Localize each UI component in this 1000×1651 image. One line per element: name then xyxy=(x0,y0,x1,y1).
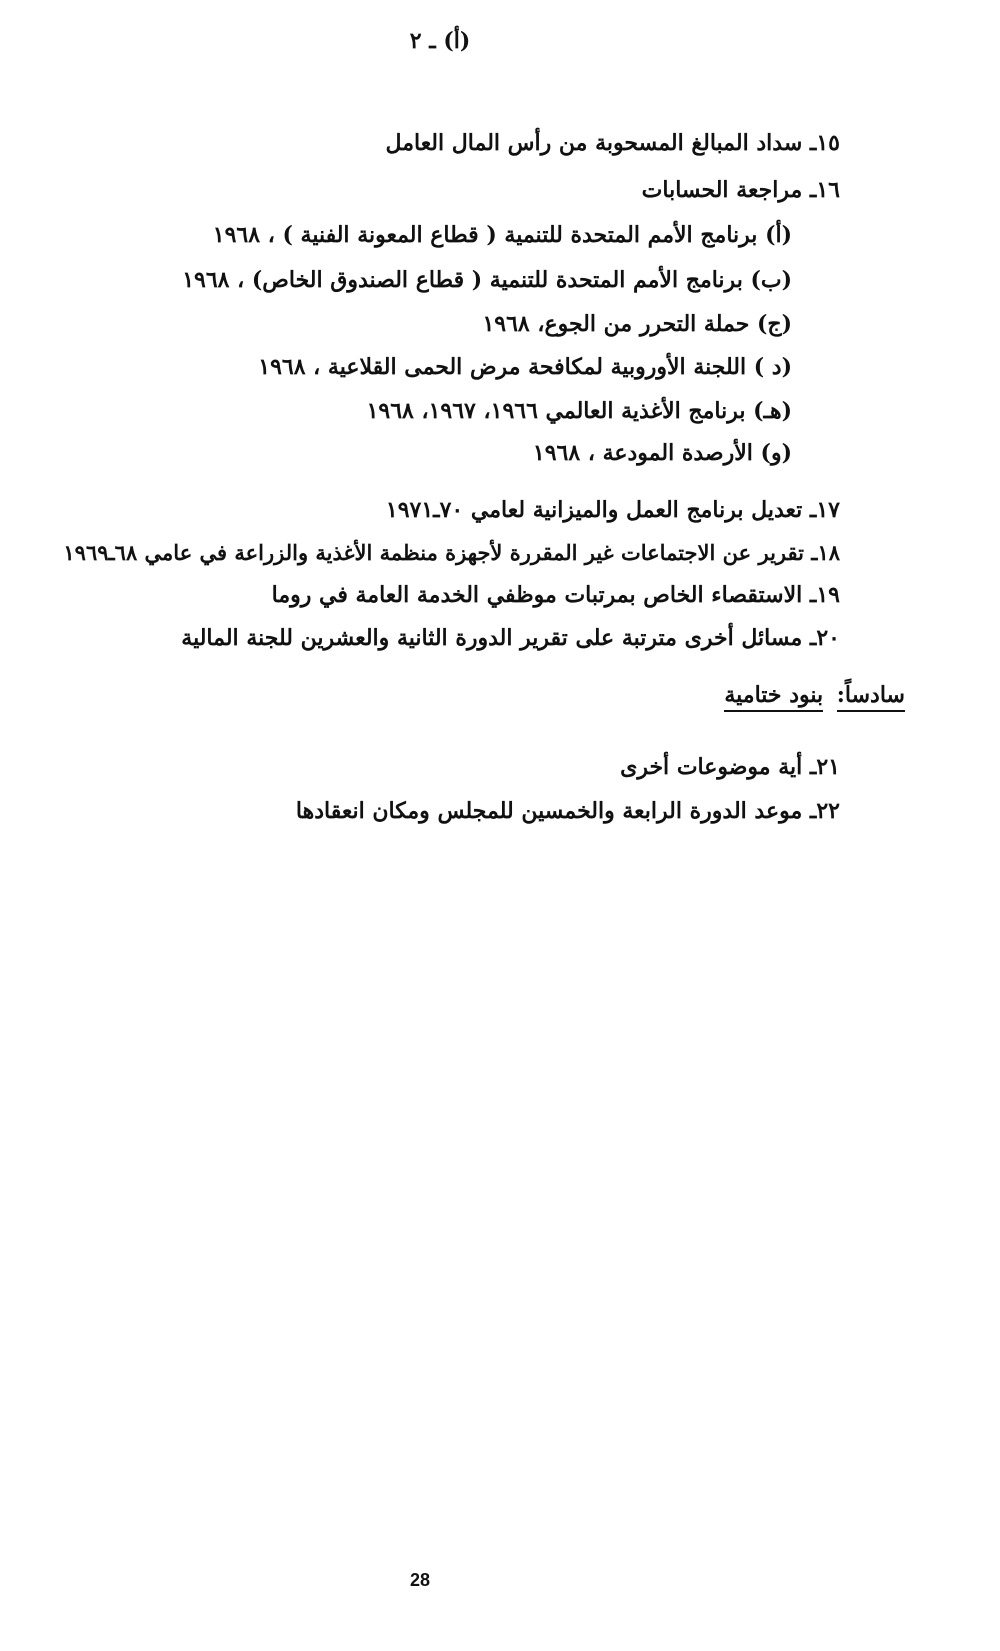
section-number: سادساً: xyxy=(837,682,905,712)
page-number: 28 xyxy=(409,1570,431,1590)
agenda-subitem-16a: (أ) برنامج الأمم المتحدة للتنمية ( قطاع المعونة الفنية ) ، ١٩٦٨ xyxy=(212,222,792,248)
agenda-subitem-16d: (د ) اللجنة الأوروبية لمكافحة مرض الحمى القلاعية ، ١٩٦٨ xyxy=(258,354,792,380)
section-heading-closing xyxy=(724,680,905,710)
section-title: بنود ختامية xyxy=(724,682,823,712)
agenda-item-22: ٢٢ـ موعد الدورة الرابعة والخمسين للمجلس ومكان انعقادها xyxy=(295,798,840,824)
agenda-item-18: ١٨ـ تقرير عن الاجتماعات غير المقررة لأجهزة منظمة الأغذية والزراعة في عامي ٦٨ـ١٩٦٩ xyxy=(63,540,840,565)
agenda-subitem-16c: (ج) حملة التحرر من الجوع، ١٩٦٨ xyxy=(482,311,792,337)
agenda-subitem-16f: (و) الأرصدة المودعة ، ١٩٦٨ xyxy=(532,440,792,466)
agenda-item-20: ٢٠ـ مسائل أخرى مترتبة على تقرير الدورة الثانية والعشرين للجنة المالية xyxy=(181,625,840,651)
agenda-item-15: ١٥ـ سداد المبالغ المسحوبة من رأس المال العامل xyxy=(385,130,840,156)
agenda-subitem-16e: (هـ) برنامج الأغذية العالمي ١٩٦٦، ١٩٦٧، ١٩٦٨ xyxy=(366,398,792,424)
agenda-item-17: ١٧ـ تعديل برنامج العمل والميزانية لعامي ٧٠ـ١٩٧١ xyxy=(385,497,840,523)
agenda-subitem-16b: (ب) برنامج الأمم المتحدة للتنمية ( قطاع الصندوق الخاص) ، ١٩٦٨ xyxy=(182,267,792,293)
page-reference: (أ) ـ ٢ xyxy=(409,28,471,54)
agenda-item-19: ١٩ـ الاستقصاء الخاص بمرتبات موظفي الخدمة العامة في روما xyxy=(271,582,840,608)
agenda-item-16: ١٦ـ مراجعة الحسابات xyxy=(641,177,840,203)
agenda-item-21: ٢١ـ أية موضوعات أخرى xyxy=(620,754,840,780)
